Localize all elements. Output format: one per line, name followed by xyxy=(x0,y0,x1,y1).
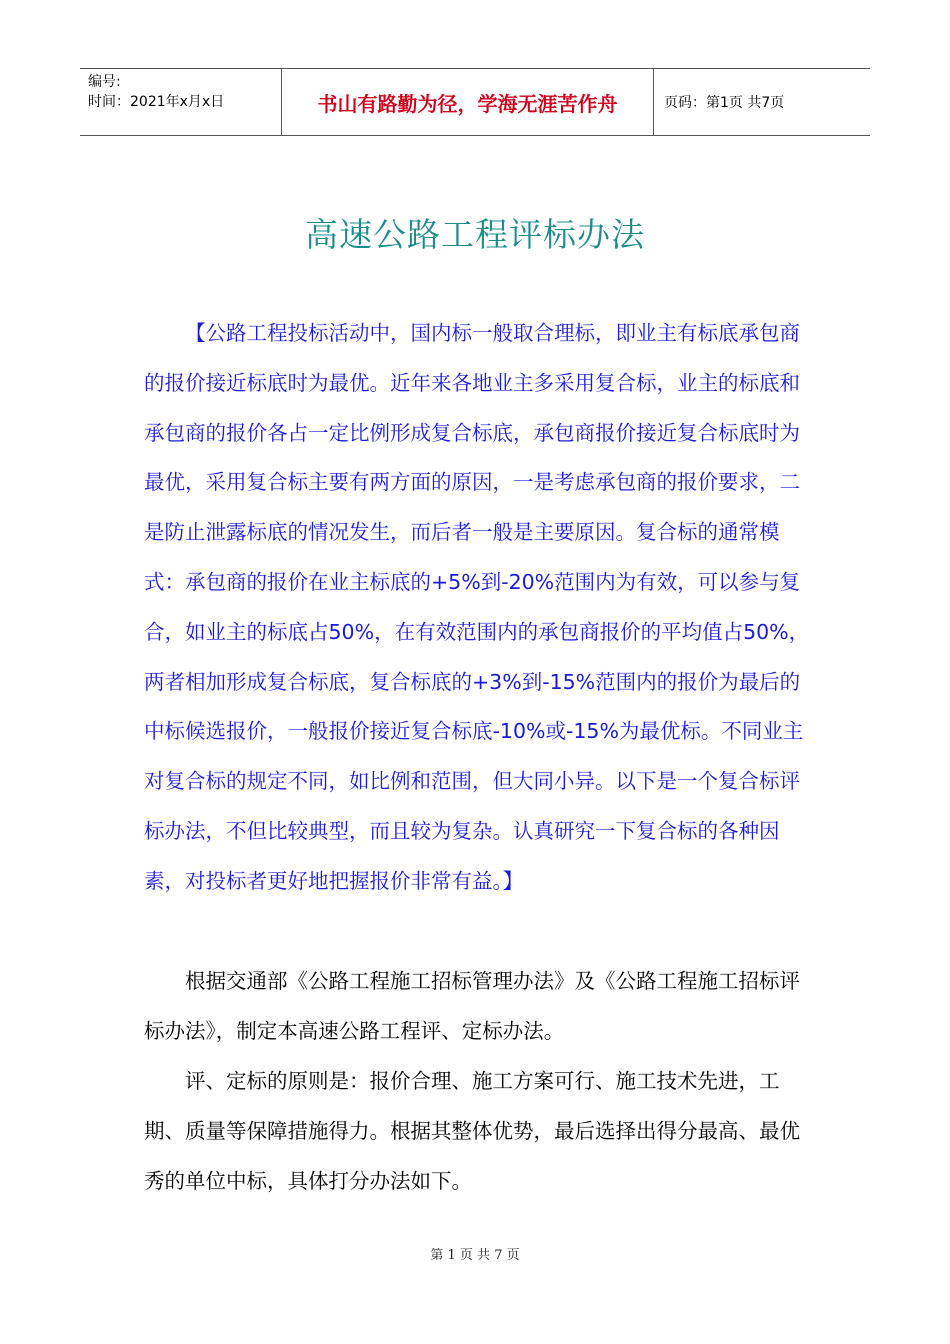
document-title: 高速公路工程评标办法 xyxy=(305,215,645,254)
principle-paragraph: 评、定标的原则是：报价合理、施工方案可行、施工技术先进，工期、质量等保障措施得力。根据其整体优势，最后选择出得分最高、最优秀的单位中标，具体打分办法如下。 xyxy=(144,1069,800,1193)
document-time-label: 时间：2021年x月x日 xyxy=(88,94,225,110)
document-header xyxy=(80,68,870,136)
header-meta xyxy=(80,69,281,135)
basis-paragraph: 根据交通部《公路工程施工招标管理办法》及《公路工程施工招标评标办法》，制定本高速公路工程评、定标办法。 xyxy=(144,969,800,1043)
page-footer: 第 1 页 共 7 页 xyxy=(430,1248,520,1263)
header-motto: 书山有路勤为径，学海无涯苦作舟 xyxy=(281,69,654,135)
intro-paragraph: 【公路工程投标活动中，国内标一般取合理标，即业主有标底承包商的报价接近标底时为最优。近年来各地业主多采用复合标，业主的标底和承包商的报价各占一定比例形成复合标底，承包商报价接近复合标底时为最优，采用复合标主要有两方面的原因，一是考虑承包商的报价要求，二是防止泄露标底的情况发生，而后者一般是主要原因。复合标的通常模式：承包商的报价在业主标底的+5%到-20%范围内为有效，可以参与复合，如业主的标底占50%，在有效范围内的承包商报价的平均值占50%，两者相加形成复合标底，复合标底的+3%到-15%范围内的报价为最后的中标候选报价，一般报价接近复合标底-10%或-15%为最优标。不同业主对复合标的规定不同，如比例和范围，但大同小异。以下是一个复合标评标办法，不但比较典型，而且较为复杂。认真研究一下复合标的各种因素，对投标者更好地把握报价非常有益。】 xyxy=(144,321,810,893)
header-page-info: 页码：第1页 共7页 xyxy=(664,95,785,111)
document-number-label: 编号: xyxy=(88,74,121,90)
